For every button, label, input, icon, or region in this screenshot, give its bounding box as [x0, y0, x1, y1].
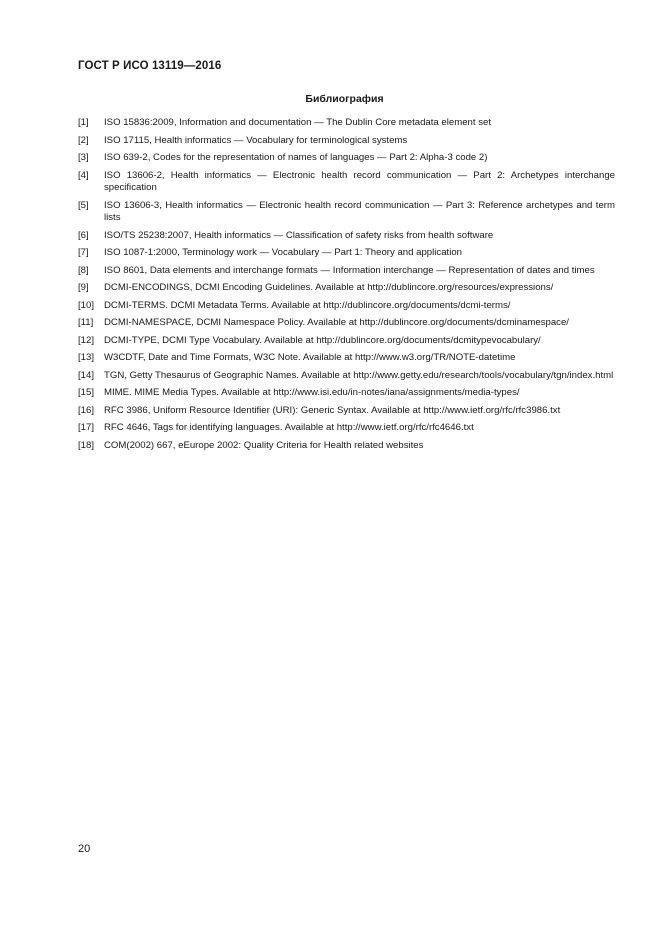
bibliography-entry: [78, 265, 615, 278]
bibliography-entry: [78, 440, 615, 453]
entry-text: ISO 13606-2, Health informatics — Electronic health record communication — Part 2: Archetypes interchange specification: [104, 169, 615, 193]
page-number: 20: [78, 843, 91, 855]
bibliography-entry: [78, 352, 615, 365]
entry-number: [1]: [78, 117, 89, 128]
bibliography-entry: [78, 135, 615, 148]
section-title: Библиография: [305, 93, 384, 105]
entry-number: [9]: [78, 282, 89, 293]
entry-text: ISO/TS 25238:2007, Health informatics — Classification of safety risks from health software: [104, 229, 494, 241]
entry-number: [2]: [78, 134, 89, 146]
entry-text: RFC 4646, Tags for identifying languages. Available at http://www.ietf.org/rfc/rfc4646.txt: [104, 422, 474, 433]
bibliography-entry: [78, 422, 615, 435]
entry-number: [13]: [78, 352, 95, 363]
entry-number: [14]: [78, 369, 95, 381]
entry-number: [8]: [78, 264, 89, 276]
bibliography-entry: [78, 387, 615, 400]
bibliography-entry: [78, 335, 615, 348]
entry-text: W3CDTF, Date and Time Formats, W3C Note. Available at http://www.w3.org/TR/NOTE-datetime: [104, 352, 516, 363]
document-header: ГОСТ Р ИСО 13119—2016: [78, 60, 222, 72]
bibliography-entry: [78, 247, 615, 260]
bibliography-entry: [78, 230, 615, 243]
entry-text: RFC 3986, Uniform Resource Identifier (URI): Generic Syntax. Available at http://www.ietf.org/rfc/rfc3986.txt: [104, 404, 561, 416]
bibliography-list: [78, 117, 615, 457]
entry-text: COM(2002) 667, eEurope 2002: Quality Criteria for Health related websites: [104, 439, 424, 451]
entry-text: ISO 1087-1:2000, Terminology work — Vocabulary — Part 1: Theory and application: [104, 247, 463, 258]
bibliography-entry: [78, 170, 615, 195]
entry-number: [11]: [78, 317, 94, 328]
bibliography-entry: [78, 370, 615, 383]
entry-number: [4]: [78, 169, 89, 181]
entry-text: ISO 13606-3, Health informatics — Electronic health record communication — Part 3: Reference archetypes and term lists: [104, 199, 615, 223]
entry-text: ISO 17115, Health informatics — Vocabulary for terminological systems: [104, 134, 408, 146]
bibliography-entry: [78, 405, 615, 418]
entry-number: [18]: [78, 439, 95, 451]
entry-text: DCMI-NAMESPACE, DCMI Namespace Policy. Available at http://dublincore.org/documents/dcminamespace/: [104, 317, 569, 328]
bibliography-entry: [78, 152, 615, 165]
entry-number: [3]: [78, 152, 89, 163]
entry-number: [10]: [78, 299, 95, 311]
entry-number: [16]: [78, 404, 95, 416]
entry-text: ISO 8601, Data elements and interchange formats — Information interchange — Representation of dates and times: [104, 264, 595, 276]
entry-text: TGN, Getty Thesaurus of Geographic Names. Available at http://www.getty.edu/research/tools/vocabulary/tgn/index.html: [104, 369, 614, 381]
entry-number: [6]: [78, 229, 89, 241]
entry-number: [15]: [78, 387, 95, 398]
entry-text: DCMI-TERMS. DCMI Metadata Terms. Available at http://dublincore.org/documents/dcmi-terms/: [104, 299, 511, 311]
entry-text: ISO 639-2, Codes for the representation of names of languages — Part 2: Alpha-3 code 2): [104, 152, 488, 163]
bibliography-entry: [78, 282, 615, 295]
entry-number: [12]: [78, 334, 95, 346]
entry-number: [5]: [78, 199, 89, 211]
entry-number: [17]: [78, 422, 95, 433]
entry-text: DCMI-TYPE, DCMI Type Vocabulary. Available at http://dublincore.org/documents/dcmitypevocabulary/: [104, 334, 541, 346]
bibliography-entry: [78, 117, 615, 130]
entry-number: [7]: [78, 247, 89, 258]
entry-text: DCMI-ENCODINGS, DCMI Encoding Guidelines. Available at http://dublincore.org/resources/expressions/: [104, 282, 554, 293]
bibliography-entry: [78, 200, 615, 225]
bibliography-entry: [78, 317, 615, 330]
entry-text: MIME. MIME Media Types. Available at http://www.isi.edu/in-notes/iana/assignments/media-types/: [104, 387, 520, 398]
bibliography-entry: [78, 300, 615, 313]
entry-text: ISO 15836:2009, Information and documentation — The Dublin Core metadata element set: [104, 117, 492, 128]
